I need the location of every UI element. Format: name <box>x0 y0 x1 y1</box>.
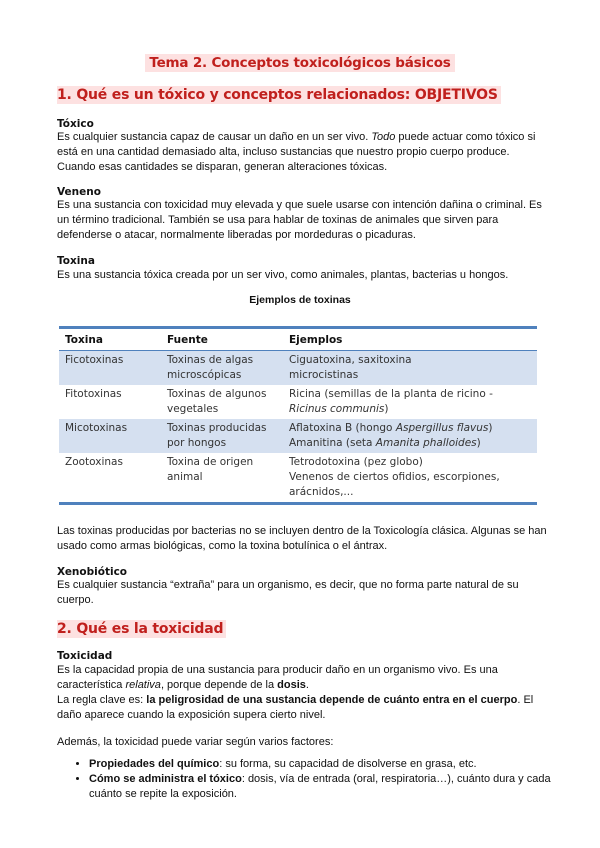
definition-toxina: Es una sustancia tóxica creada por un ser vivo, como animales, plantas, bacterias u hongos. <box>57 269 509 281</box>
bacteria-note: Las toxinas producidas por bacterias no se incluyen dentro de la Toxicología clásica. Algunas se han usado como armas biológicas, como la toxina botulínica o el ántrax. <box>57 525 547 552</box>
definition-veneno: Es una sustancia con toxicidad muy elevada y que suele usarse con intención dañina o criminal. Es un término tradicional. También se usa para hablar de toxinas de animales que sirven para defenderse o atacar, normalmente liberadas por mordeduras o picaduras. <box>57 199 542 241</box>
list-item: • Propiedades del químico: su forma, su capacidad de disolverse en grasa, etc. <box>89 757 579 772</box>
factors-list <box>57 757 579 802</box>
header-ejemplos: Ejemplos <box>283 328 537 351</box>
table-header-row <box>59 328 537 351</box>
header-toxina: Toxina <box>59 328 161 351</box>
term-veneno: Veneno <box>57 186 101 198</box>
term-toxina: Toxina <box>57 255 95 267</box>
toxins-table <box>59 326 537 505</box>
section-1-heading: 1. Qué es un tóxico y conceptos relacionados: OBJETIVOS <box>57 86 501 104</box>
table-row: Zootoxinas Toxina de origen animal Tetrodotoxina (pez globo) Venenos de ciertos ofidios, escorpiones, arácnidos,... <box>65 456 500 498</box>
term-toxico: Tóxico <box>57 118 94 130</box>
table-row: Ficotoxinas Toxinas de algas microscópicas Ciguatoxina, saxitoxina microcistinas <box>59 351 537 386</box>
term-toxicidad: Toxicidad <box>57 650 113 662</box>
factors-intro: Además, la toxicidad puede variar según varios factores: <box>57 736 334 748</box>
definition-xenobiotico: Es cualquier sustancia “extraña” para un organismo, es decir, que no forma parte natural de su cuerpo. <box>57 579 519 606</box>
table-caption: Ejemplos de toxinas <box>249 294 351 306</box>
list-item: • Cómo se administra el tóxico: dosis, vía de entrada (oral, respiratoria…), cuánto dura y cada cuánto se repite la exposición. <box>89 772 579 802</box>
table-row: Micotoxinas Toxinas producidas por hongos Aflatoxina B (hongo Aspergillus flavus) Amanitina (seta Amanita phalloides) <box>59 419 537 453</box>
table-row: Fitotoxinas Toxinas de algunos vegetales Ricina (semillas de la planta de ricino - Ricinus communis) <box>65 388 493 415</box>
header-fuente: Fuente <box>161 328 283 351</box>
term-xenobiotico: Xenobiótico <box>57 566 128 578</box>
definition-toxico: Es cualquier sustancia capaz de causar un daño en un ser vivo. Todo puede actuar como tóxico si está en una cantidad demasiado alta, incluso sustancias que nuestro propio cuerpo produce. Cuando esas cantidades se disparan, generan alteraciones tóxicas. <box>57 131 536 173</box>
document-title: Tema 2. Conceptos toxicológicos básicos <box>57 54 543 72</box>
definition-toxicidad: Es la capacidad propia de una sustancia para producir daño en un organismo vivo. Es una característica relativa, porque depende de la dosis. La regla clave es: la peligrosidad de una sustancia depende de cuánto entra en el cuerpo. El daño aparece cuando la exposición supera cierto nivel. <box>57 664 534 721</box>
section-2-heading: 2. Qué es la toxicidad <box>57 620 226 638</box>
